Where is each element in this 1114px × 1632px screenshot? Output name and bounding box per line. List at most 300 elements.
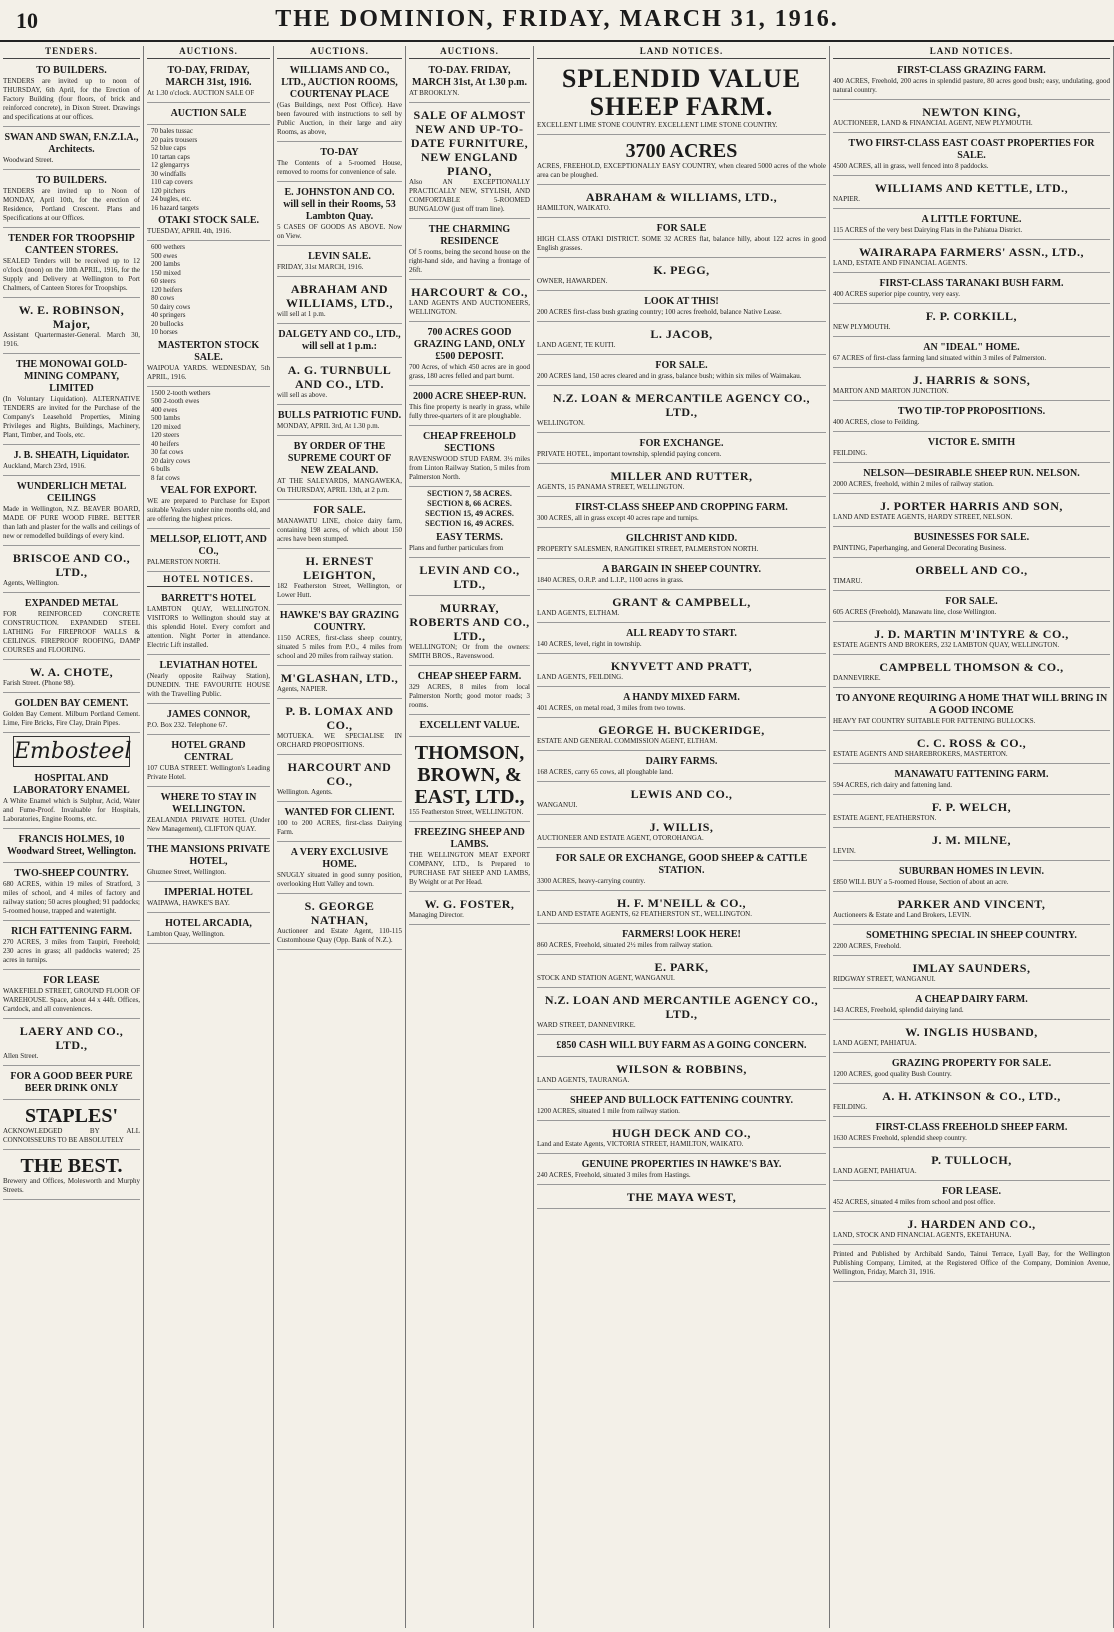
hotel-advertisement [147,915,270,944]
ad-title: J. HARRIS & SONS, [912,373,1031,387]
ad-title: SUBURBAN HOMES IN LEVIN. [898,866,1045,877]
ad-title: RICH FATTENING FARM. [11,926,132,937]
ad-title: LEWIS AND CO., [630,787,733,801]
ad-title: 2000 ACRE SHEEP-RUN. [412,391,527,402]
ad-title: THE MANSIONS PRIVATE HOTEL, [147,844,270,867]
advertisement [833,178,1110,209]
ad-body: Auctioneers & Estate and Land Brokers, LEVIN. [833,911,972,919]
ad-title: JAMES CONNOR, [166,709,251,720]
ad-title: HOTEL GRAND CENTRAL [171,740,246,763]
ad-title: MELLSOP, ELIOTT, AND CO., [150,534,267,557]
ad-title: LEVIN AND CO., LTD., [419,563,520,591]
advertisement [833,496,1110,527]
advertisement [537,990,826,1035]
advertisement [277,502,402,549]
ad-title: EXPANDED METAL [24,598,119,609]
ad-title: H. ERNEST LEIGHTON, [303,554,376,582]
list-item: 80 cows [151,294,175,302]
ad-body: 400 ACRES superior pipe country, very easy. [833,290,961,298]
advertisement [537,592,826,623]
ad-title: GRAZING PROPERTY FOR SALE. [891,1058,1052,1069]
ad-body: 680 ACRES, within 19 miles of Stratford, 3 miles of school, and 4 miles of factory and railway station; 50 acres ploughed; 91 paddocks; 5-roomed house, trapped and watertight. [3,880,140,915]
ad-title: EASY TERMS. [436,532,503,543]
ad-body: Ghuznee Street, Wellington. [147,868,227,876]
advertisement [537,499,826,528]
ad-title: H. F. M'NEILL & CO., [617,896,746,910]
ad-title: HUGH DECK AND CO., [612,1126,751,1140]
advertisement [833,1150,1110,1181]
advertisement [833,1183,1110,1212]
ad-body: DANNEVIRKE. [833,674,881,682]
column-land-notices-2 [830,46,1114,1628]
ad-title: GOLDEN BAY CEMENT. [14,698,129,709]
section-acres: 66 ACRES. [473,499,512,508]
ad-body: 452 ACRES, situated 4 miles from school and post office. [833,1198,996,1206]
ad-body: 182 Featherston Street, Wellington, or Lower Hutt. [277,582,402,599]
ad-title: LEVIATHAN HOTEL [159,660,258,671]
ad-body: TENDERS are invited up to Noon of MONDAY, April 10th, for the erection of Residence, Portland Crescent. Plans and Specifications at our Offices. [3,187,140,222]
ad-title: £850 CASH WILL BUY FARM AS A GOING CONCERN. [556,1040,807,1051]
ad-body: Assistant Quartermaster-General. March 30, 1916. [3,331,140,348]
advertisement [409,560,530,596]
stock-list [147,127,270,212]
ad-title: BARRETT'S HOTEL [161,593,256,604]
advertisement [537,817,826,848]
ad-body: RAVENSWOOD STUD FARM. 3½ miles from Linton Railway Station, 5 miles from Palmerston North. [409,455,530,481]
ad-body: will sell at 1 p.m. [277,310,326,318]
stock-list [147,389,270,483]
advertisement [537,1037,826,1057]
ad-body: OWNER, HAWARDEN. [537,277,608,285]
advertisement [833,863,1110,892]
list-item: 52 blue caps [151,144,186,152]
advertisement [409,717,530,737]
ad-title: MASTERTON STOCK SALE. [157,339,260,363]
ad-title: TO BUILDERS. [36,175,107,186]
ad-title: LOOK AT THIS! [644,296,719,307]
ad-title: GENUINE PROPERTIES IN HAWKE'S BAY. [581,1159,782,1170]
ad-title: TO-DAY. FRIDAY, MARCH 31st, At 1.30 p.m. [412,65,527,88]
advertisement [3,923,140,970]
ad-title: STAPLES' [25,1105,118,1127]
advertisement [833,62,1110,100]
ad-body: FEILDING. [833,449,868,457]
ad-body: AUCTIONEER AND ESTATE AGENT, OTOROHANGA. [537,834,704,842]
list-item: 120 pitchers [151,186,186,195]
list-item: 6 bulls [151,465,170,473]
advertisement [3,129,140,170]
ad-title: OTAKI STOCK SALE. [157,215,260,226]
ad-body: 1200 ACRES, situated 1 mile from railway station. [537,1107,680,1115]
ad-title: THE MAYA WEST, [626,1190,737,1204]
advertisement [537,435,826,464]
ad-title: A HANDY MIXED FARM. [623,692,740,703]
ad-body: PALMERSTON NORTH. [147,558,221,566]
advertisement [833,766,1110,795]
list-item: 20 dairy cows [151,456,191,465]
ad-body: 2000 ACRES, freehold, within 2 miles of railway station. [833,480,994,488]
advertisement [833,1022,1110,1053]
ad-title: SPLENDID VALUE SHEEP FARM. [561,64,802,121]
hotel-advertisement [147,884,270,913]
advertisement [833,1119,1110,1148]
ad-body: Allen Street. [3,1052,39,1060]
ad-title: WANTED FOR CLIENT. [284,807,395,818]
advertisement [537,187,826,218]
ad-title: ABRAHAM AND WILLIAMS, LTD., [285,282,394,310]
ad-body: 100 to 200 ACRES, first-class Dairying Farm. [277,819,402,836]
ad-body: NEW PLYMOUTH. [833,323,891,331]
ad-body: 2200 ACRES, Freehold. [833,942,902,950]
ad-body: FRIDAY, 31st MARCH, 1916. [277,263,364,271]
list-item: 20 pairs trousers [151,135,198,144]
ad-body: Wellington. Agents. [277,788,333,796]
ad-body: Auckland, March 23rd, 1916. [3,462,86,470]
advertisement [3,548,140,593]
advertisement [833,1086,1110,1117]
ad-title: IMLAY SAUNDERS, [912,961,1031,975]
ad-body: Brewery and Offices, Molesworth and Murphy Streets. [3,1177,140,1194]
ad-title: TWO TIP-TOP PROPOSITIONS. [897,406,1046,417]
ad-title: CHEAP FREEHOLD SECTIONS [422,431,517,454]
section-row [409,519,530,529]
ad-title: J. WILLIS, [649,820,714,834]
ad-body: Managing Director. [409,911,464,919]
advertisement [833,560,1110,591]
masthead [0,0,1114,42]
ad-body: Lambton Quay, Wellington. [147,930,225,938]
ad-body: 860 ACRES, Freehold, situated 2½ miles from railway station. [537,941,713,949]
advertisement [537,357,826,386]
ad-title: TWO FIRST-CLASS EAST COAST PROPERTIES FOR SALE. [848,138,1095,161]
ad-body: will sell as above. [277,391,328,399]
ad-body: 270 ACRES, 3 miles from Taupiri, Freehold; 230 acres in grass; all paddocks watered; 25 acres in turnips. [3,938,140,964]
ad-body: HAMILTON, WAIKATO. [537,204,611,212]
advertisement [537,324,826,355]
advertisement [537,62,826,135]
list-item: 60 steers [151,277,176,285]
ad-title: MURRAY, ROBERTS AND CO., LTD., [409,601,530,643]
section-label: SECTION 15, [425,509,476,518]
ad-body: SNUGLY situated in good sunny position, overlooking Hutt Valley and town. [277,871,402,888]
advertisement [277,668,402,699]
ad-title: NEWTON KING, [922,105,1021,119]
advertisement [537,466,826,497]
ad-body: This fine property is nearly in grass, while fully three-quarters of it are ploughable. [409,403,530,420]
hotel-advertisement [147,706,270,735]
advertisement [833,1055,1110,1084]
ad-body: NAPIER. [833,195,861,203]
hotel-advertisement [147,590,270,655]
list-item: 200 lambs [151,260,180,268]
list-item: 120 mixed [151,422,181,431]
advertisement [277,804,402,842]
ad-body: RIDGWAY STREET, WANGANUI. [833,975,936,983]
ad-body: WELLINGTON. [537,419,585,427]
ad-title: FOR LEASE. [942,1186,1001,1197]
ad-title: J. PORTER HARRIS AND SON, [880,499,1063,513]
ad-title: C. C. ROSS & CO., [916,736,1027,750]
advertisement [833,465,1110,494]
advertisement [833,593,1110,622]
list-item: 150 mixed [151,268,181,277]
ad-body: LAND, STOCK AND FINANCIAL AGENTS, EKETAHUNA. [833,1231,1012,1239]
advertisement [537,293,826,322]
ad-body: 400 ACRES, close to Feilding. [833,418,920,426]
advertisement [277,438,402,500]
ad-title: CHEAP SHEEP FARM. [417,671,522,682]
ad-body: MONDAY, APRIL 3rd, At 1.30 p.m. [277,422,380,430]
advertisement [833,927,1110,956]
ad-title: W. E. ROBINSON, Major, [18,303,125,331]
hotel-advertisement [147,841,270,882]
ad-title: FOR SALE [656,223,707,234]
ad-body: 3300 ACRES, heavy-carrying country. [537,877,646,885]
ad-title: L. JACOB, [650,327,713,341]
advertisement [537,388,826,433]
ad-body: LAND, ESTATE AND FINANCIAL AGENTS. [833,259,968,267]
advertisement [833,733,1110,764]
ad-title: AN "IDEAL" HOME. [923,342,1020,353]
stock-list [147,243,270,337]
ad-title: 3700 ACRES [625,140,738,162]
ad-body: 1840 ACRES, O.R.P. and L.I.P., 1100 acres in grass. [537,576,684,584]
ad-title: FOR LEASE [43,975,100,986]
advertisement [409,221,530,280]
ad-body: WAIPOUA YARDS. WEDNESDAY, 5th APRIL, 1916. [147,363,270,381]
ad-body: MARTON AND MARTON JUNCTION. [833,387,949,395]
ad-title: FOR EXCHANGE. [639,438,724,449]
advertisement [833,894,1110,925]
ad-title: SALE OF ALMOST NEW AND UP-TO-DATE FURNITURE, NEW ENGLAND PIANO, [410,108,529,178]
ad-title: FOR SALE OR EXCHANGE, GOOD SHEEP & CATTLE STATION. [555,853,808,876]
advertisement [537,260,826,291]
advertisement [277,360,402,405]
ad-title: LEVIN SALE. [308,251,371,262]
advertisement [833,991,1110,1020]
ad-title: THE CHARMING RESIDENCE [428,224,511,247]
ad-title: TO ANYONE REQUIRING A HOME THAT WILL BRING IN A GOOD INCOME [835,693,1108,716]
list-item: 500 2-tooth ewes [151,397,200,405]
advertisement [3,230,140,298]
advertisement [3,695,140,733]
advertisement [833,370,1110,401]
ad-body: WANGANUI. [537,801,578,809]
ad-body: LAND AGENT, TE KUITI. [537,341,616,349]
ad-body: A White Enamel which is Sulphur, Acid, Water and Fume-Proof. Invaluable for Hospitals, Laboratories, Engine Rooms, etc. [3,797,140,823]
advertisement [3,1021,140,1066]
advertisement [277,279,402,324]
advertisement [409,428,530,487]
ad-body: 400 ACRES, Freehold, 200 acres in splendid pasture, 80 acres good bush; easy, undulating, good natural country. [833,77,1110,94]
ad-body: 107 CUBA STREET. Wellington's Leading Private Hotel. [147,764,270,781]
ad-title: TWO-SHEEP COUNTRY. [14,868,129,879]
advertisement [537,1059,826,1090]
ad-body: Agents, Wellington. [3,579,59,587]
ad-title: CAMPBELL THOMSON & CO., [879,660,1064,674]
advertisement [277,607,402,666]
ad-body: LAND AGENTS, FEILDING. [537,673,623,681]
advertisement [3,172,140,228]
advertisement [833,211,1110,240]
ad-title: LAERY AND CO., LTD., [19,1024,124,1052]
ad-body: TENDERS are invited up to noon of THURSDAY, 6th April, for the Erection of Factory Building (four floors, of brick and reinforced concrete), in Dixon Street. Drawings and specifications at our offices. [3,77,140,121]
ad-title: GILCHRIST AND KIDD. [625,533,738,544]
ad-body: LEVIN. [833,847,856,855]
ad-title: THOMSON, BROWN, & EAST, LTD., [414,742,525,808]
ad-body: 594 ACRES, rich dairy and fattening land. [833,781,952,789]
advertisement [3,62,140,127]
ad-title: TO BUILDERS. [36,65,107,76]
ad-title: BRISCOE AND CO., LTD., [12,551,131,579]
list-item: 600 wethers [151,243,186,251]
ad-title: E. JOHNSTON AND CO. will sell in their Rooms, 53 Lambton Quay. [283,187,396,222]
list-item: 110 cap covers [151,178,193,186]
advertisement [277,551,402,605]
ad-title: J. B. SHEATH, Liquidator. [13,450,130,461]
ad-title: FIRST-CLASS FREEHOLD SHEEP FARM. [875,1122,1068,1133]
advertisement [277,62,402,142]
ad-body: AGENTS, 15 PANAMA STREET, WELLINGTON. [537,483,685,491]
ad-title: FIRST-CLASS TARANAKI BUSH FARM. [879,278,1064,289]
advertisement [277,184,402,246]
ad-title: N.Z. LOAN AND MERCANTILE AGENCY CO., LTD., [544,993,819,1021]
column-tenders [0,46,144,1628]
ad-body: Farish Street. (Phone 98). [3,679,75,687]
advertisement [537,530,826,559]
column-heading: AUCTIONS. [277,46,402,59]
advertisement [277,144,402,182]
advertisement [3,356,140,445]
advertisement [3,447,140,476]
embosteel-logo: Embosteel [13,736,130,767]
advertisement [3,770,140,829]
advertisement [3,972,140,1019]
page-number: 10 [16,8,38,33]
advertisement [537,784,826,815]
ad-title: A LITTLE FORTUNE. [921,214,1022,225]
ad-body: FEILDING. [833,1103,868,1111]
ad-title: E. PARK, [654,960,709,974]
ad-title: TENDER FOR TROOPSHIP CANTEEN STORES. [8,233,135,256]
ad-body: LAND AGENTS, TAURANGA. [537,1076,630,1084]
ad-body: THE WELLINGTON MEAT EXPORT COMPANY, LTD., Is Prepared to PURCHASE FAT SHEEP AND LAMBS, By Weight or at Per Head. [409,851,530,886]
ad-title: THE BEST. [20,1155,123,1177]
advertisement [833,434,1110,463]
advertisement [537,625,826,654]
section-acres: 58 ACRES. [473,489,512,498]
ad-title: ALL READY TO START. [626,628,737,639]
advertisement [409,668,530,715]
advertisement [537,689,826,718]
advertisement [537,926,826,955]
advertisement [833,339,1110,368]
advertisement [409,598,530,666]
ad-body: Woodward Street. [3,156,54,164]
advertisement [833,690,1110,731]
section-row [409,509,530,519]
ad-body: ESTATE AGENT, FEATHERSTON. [833,814,937,822]
ad-body: Plans and further particulars from [409,544,504,552]
ad-title: VEAL FOR EXPORT. [160,485,257,496]
column-auctions-1 [144,46,274,1628]
ad-body: Agents, NAPIER. [277,685,328,693]
ad-title: A. G. TURNBULL AND CO., LTD. [287,363,392,391]
list-item: 16 hazard targets [151,203,199,212]
advertisement [833,958,1110,989]
ad-title: P. B. LOMAX AND CO., [285,704,394,732]
advertisement [833,306,1110,337]
ad-body: 200 ACRES land, 150 acres cleared and in grass, balance bush; within six miles of Waimakau. [537,372,802,380]
ad-body: 140 ACRES, level, right in township. [537,640,642,648]
ad-title: AUCTION SALE [170,108,247,119]
ad-body: 200 ACRES first-class bush grazing country; 100 acres freehold, balance Native Lease. [537,308,782,316]
advertisement [3,831,140,863]
ad-body: 4500 ACRES, all in grass, well fenced into 8 paddocks. [833,162,989,170]
column-heading: LAND NOTICES. [833,46,1110,59]
ad-body: SEALED Tenders will be received up to 12 o'clock (noon) on the 10th APRIL, 1916, for the Supply and Delivery at Wellington to Port Chalmers, of Canteen Stores for Troopships. [3,257,140,292]
ad-title: FARMERS! LOOK HERE! [622,929,741,940]
advertisement [3,662,140,693]
ad-title: SWAN AND SWAN, F.N.Z.I.A., Architects. [4,132,139,155]
ad-title: FOR SALE. [655,360,708,371]
advertisement [537,850,826,891]
ad-body: LAMBTON QUAY, WELLINGTON. VISITORS to Wellington should stay at this splendid Hotel. Every comfort and attention. Night Porter in attendance. Electric Lift installed. [147,605,270,649]
advertisement [537,656,826,687]
advertisement [147,337,270,387]
section-acres: 49 ACRES. [475,509,514,518]
advertisement [409,529,530,558]
advertisement [3,865,140,921]
ad-body: ACRES, FREEHOLD, EXCEPTIONALLY EASY COUNTRY, when cleared 5000 acres of the whole area can be ploughed. [537,162,826,179]
list-item: 20 bullocks [151,319,184,328]
advertisement [833,275,1110,304]
ad-title: HOTEL ARCADIA, [165,918,252,929]
ad-body: WARD STREET, DANNEVIRKE. [537,1021,636,1029]
ad-title: IMPERIAL HOTEL [164,887,253,898]
column-auctions-2 [274,46,406,1628]
ad-title: P. TULLOCH, [931,1153,1012,1167]
ad-body: 401 ACRES, on metal road, 3 miles from two towns. [537,704,686,712]
advertisement [409,824,530,892]
ad-body: ESTATE AGENTS AND SHAREBROKERS, MASTERTON. [833,750,1008,758]
list-item: 70 bales tussac [151,127,193,135]
ad-body: HIGH CLASS OTAKI DISTRICT. SOME 32 ACRES flat, balance hilly, about 122 acres in good English grasses. [537,235,826,252]
ad-body: ZEALANDIA PRIVATE HOTEL (Under New Management), CLIFTON QUAY. [147,816,270,833]
advertisement [409,739,530,822]
ad-title: FOR SALE. [313,505,366,516]
advertisement [277,701,402,755]
advertisement [3,1152,140,1200]
advertisement [277,407,402,436]
advertisement [3,478,140,546]
ad-title: F. P. WELCH, [931,800,1012,814]
ad-body: 700 Acres, of which 450 acres are in good grass, 180 acres felled and part burnt. [409,363,530,380]
ad-body: MANAWATU LINE, choice dairy farm, containing 198 acres, of which about 150 acres have been stumped. [277,517,402,543]
list-item: 12 glengarrys [151,161,190,169]
advertisement [277,896,402,950]
section-label: SECTION 8, [427,499,474,508]
ad-body: ESTATE AGENTS AND BROKERS, 232 LAMBTON QUAY, WELLINGTON. [833,641,1060,649]
ad-body: 300 ACRES, all in grass except 40 acres rape and turnips. [537,514,699,522]
newspaper-title: THE DOMINION, FRIDAY, MARCH 31, 1916. [275,6,839,32]
ad-title: DAIRY FARMS. [645,756,718,767]
ad-title: WUNDERLICH METAL CEILINGS [16,481,127,504]
section-label: SECTION 7, [427,489,474,498]
ad-body: 1150 ACRES, first-class sheep country, situated 5 miles from P.O., 4 miles from school and 20 miles from railway station. [277,634,402,660]
list-item: 40 springers [151,311,186,319]
ad-title: J. D. MARTIN M'INTYRE & CO., [874,627,1069,641]
